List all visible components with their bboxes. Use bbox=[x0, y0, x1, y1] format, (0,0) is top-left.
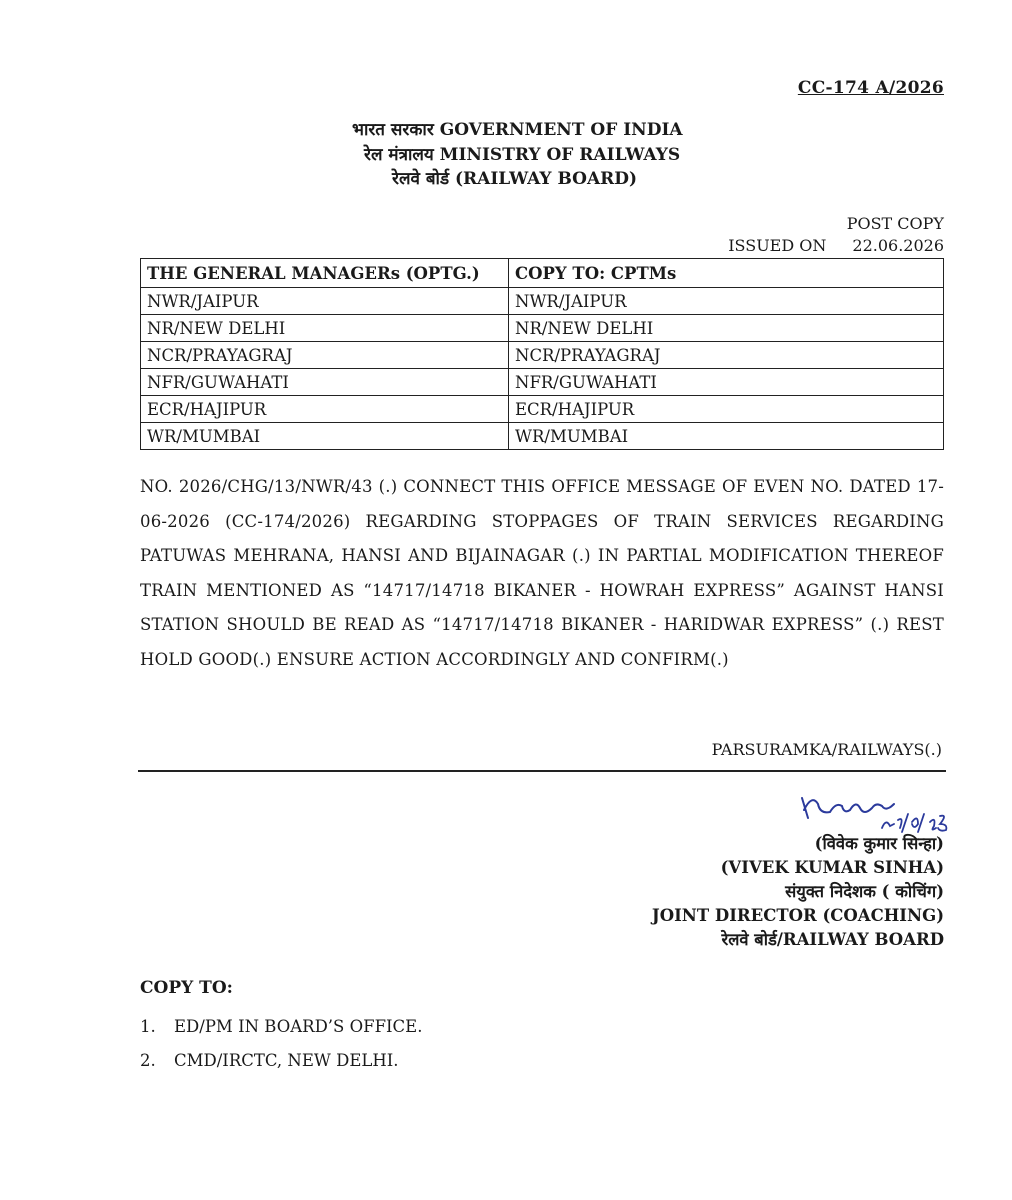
table-cell: WR/MUMBAI bbox=[141, 423, 509, 450]
message-body: NO. 2026/CHG/13/NWR/43 (.) CONNECT THIS OFFICE MESSAGE OF EVEN NO. DATED 17-06-2026 (CC-174/2026) REGARDING STOPPAGES OF TRAIN SERVICES REGARDING PATUWAS MEHRANA, HANSI AND BIJAINAGAR (.) IN PARTIAL MODIFICATION THEREOF TRAIN MENTIONED AS “14717/14718 BIKANER - HOWRAH EXPRESS” AGAINST HANSI STATION SHOULD BE READ AS “14717/14718 BIKANER - HARIDWAR EXPRESS” (.) REST HOLD GOOD(.) ENSURE ACTION ACCORDINGLY AND CONFIRM(.) bbox=[140, 477, 944, 669]
table-cell: ECR/HAJIPUR bbox=[141, 396, 509, 423]
post-copy-label: POST COPY bbox=[846, 214, 944, 233]
list-item-text: CMD/IRCTC, NEW DELHI. bbox=[174, 1051, 399, 1070]
designation: JOINT DIRECTOR (COACHING) bbox=[651, 906, 944, 925]
list-item bbox=[140, 1044, 422, 1078]
copy-to-list bbox=[140, 1010, 422, 1078]
designation-hindi: संयुक्त निदेशक ( कोचिंग) bbox=[785, 882, 944, 901]
divider bbox=[138, 770, 946, 772]
table-cell: NWR/JAIPUR bbox=[509, 288, 944, 315]
letterhead-line-2: रेल मंत्रालय MINISTRY OF RAILWAYS bbox=[364, 145, 681, 165]
office-name: रेलवे बोर्ड/RAILWAY BOARD bbox=[721, 930, 944, 949]
table-cell: NR/NEW DELHI bbox=[141, 315, 509, 342]
signatory-name-hindi: (विवेक कुमार सिन्हा) bbox=[814, 834, 944, 853]
signatory-name: (VIVEK KUMAR SINHA) bbox=[720, 858, 944, 877]
table-row bbox=[141, 315, 944, 342]
list-item-text: ED/PM IN BOARD’S OFFICE. bbox=[174, 1017, 423, 1036]
table-cell: NFR/GUWAHATI bbox=[141, 369, 509, 396]
table-row bbox=[141, 288, 944, 315]
table-cell: WR/MUMBAI bbox=[509, 423, 944, 450]
letterhead-line-3: रेलवे बोर्ड (RAILWAY BOARD) bbox=[392, 169, 638, 189]
signature-block bbox=[652, 832, 944, 952]
table-row bbox=[141, 396, 944, 423]
addressee-table bbox=[140, 258, 944, 450]
table-cell: NR/NEW DELHI bbox=[509, 315, 944, 342]
table-cell: NWR/JAIPUR bbox=[141, 288, 509, 315]
reference-number: CC-174 A/2026 bbox=[797, 78, 944, 98]
table-cell: ECR/HAJIPUR bbox=[509, 396, 944, 423]
list-item-number: 1. bbox=[140, 1017, 156, 1036]
table-row bbox=[141, 342, 944, 369]
issued-label: ISSUED ON bbox=[728, 236, 827, 255]
table-cell: NCR/PRAYAGRAJ bbox=[509, 342, 944, 369]
signoff-line: PARSURAMKA/RAILWAYS(.) bbox=[711, 740, 942, 759]
table-row bbox=[141, 369, 944, 396]
table-header-row bbox=[141, 259, 944, 288]
issued-on bbox=[728, 236, 944, 255]
table-cell: NCR/PRAYAGRAJ bbox=[141, 342, 509, 369]
issued-date: 22.06.2026 bbox=[852, 236, 944, 255]
list-item bbox=[140, 1010, 422, 1044]
copy-to-heading: COPY TO: bbox=[140, 978, 233, 998]
list-item-number: 2. bbox=[140, 1051, 156, 1070]
table-row bbox=[141, 423, 944, 450]
table-cell: NFR/GUWAHATI bbox=[509, 369, 944, 396]
letterhead-line-1: भारत सरकार GOVERNMENT OF INDIA bbox=[352, 120, 683, 140]
column-header-copy-to: COPY TO: CPTMs bbox=[509, 259, 944, 288]
column-header-general-managers: THE GENERAL MANAGERs (OPTG.) bbox=[141, 259, 509, 288]
